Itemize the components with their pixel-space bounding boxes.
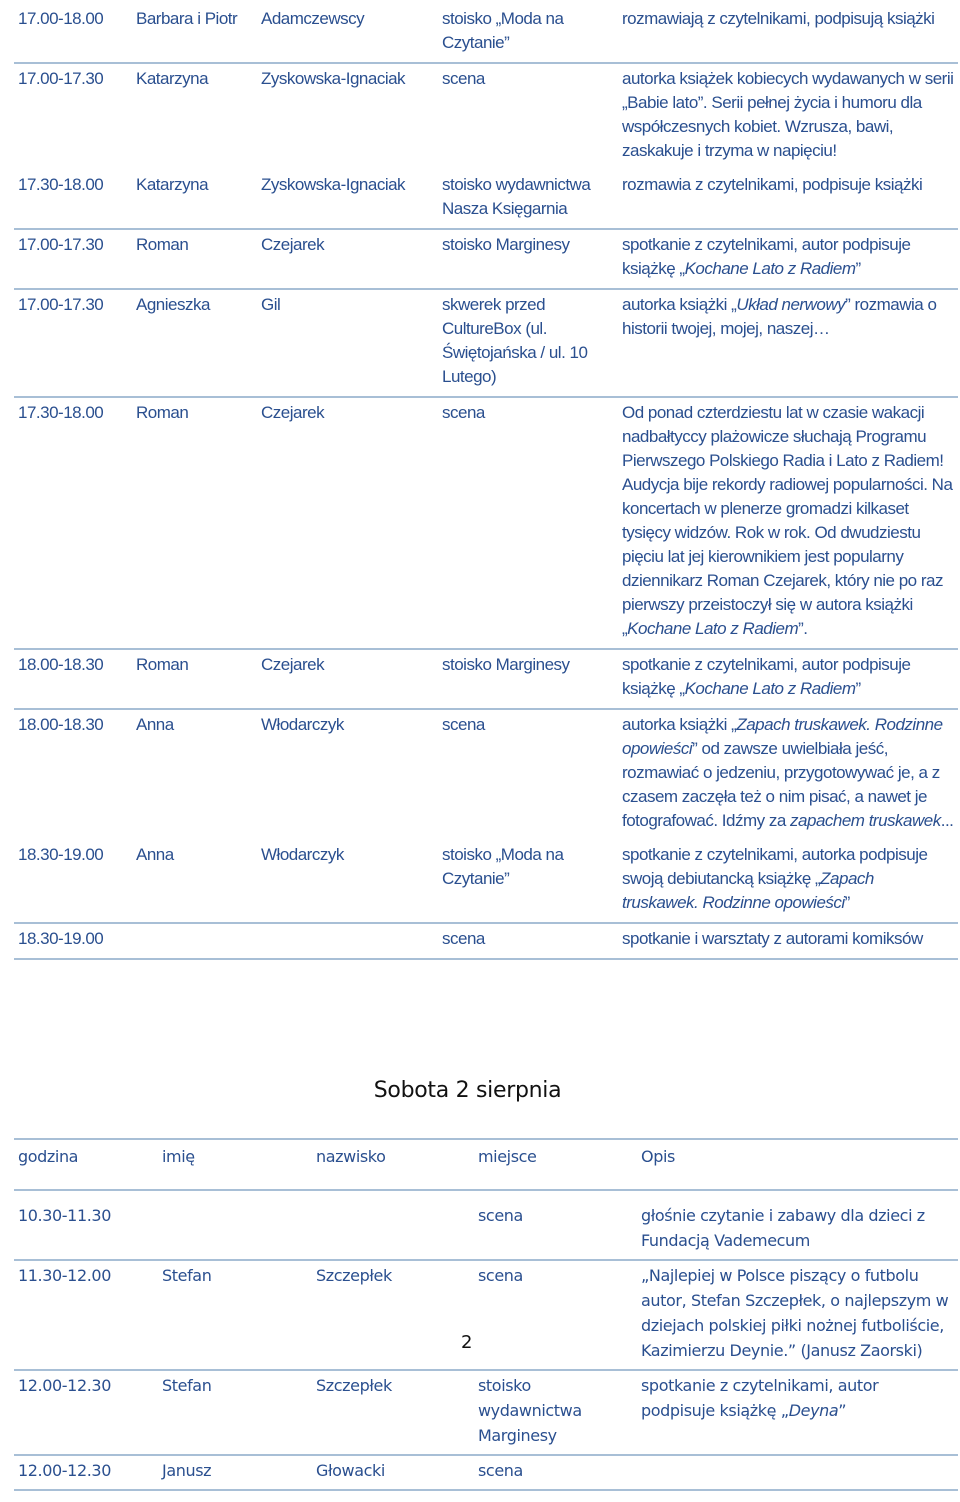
table-row xyxy=(14,289,958,397)
description-cell xyxy=(637,1455,958,1490)
place-cell: stoisko Marginesy xyxy=(442,655,570,674)
first-name-cell: Roman xyxy=(136,403,189,422)
table-row xyxy=(14,4,958,63)
page-number: 2 xyxy=(461,1332,473,1353)
description-text: spotkanie z czytelnikami, autor podpisuje książkę „ xyxy=(622,655,911,698)
column-header-description: Opis xyxy=(641,1147,675,1166)
place-cell: stoisko „Moda na Czytanie” xyxy=(442,9,564,52)
first-name-cell: Anna xyxy=(136,715,174,734)
description-cell xyxy=(618,649,958,709)
place-cell: scena xyxy=(478,1266,523,1285)
first-name-cell: Stefan xyxy=(162,1376,212,1395)
book-title: Deyna xyxy=(788,1401,839,1420)
description-cell: spotkanie i warsztaty z autorami komiksów xyxy=(622,929,923,948)
last-name-cell: Gil xyxy=(261,295,281,314)
table-row xyxy=(14,229,958,289)
book-title: Zapach truskawek. Rodzinne opowieści xyxy=(622,715,943,758)
description-cell: głośnie czytanie i zabawy dla dzieci z Fundacją Vademecum xyxy=(641,1206,925,1250)
table-row xyxy=(14,63,958,170)
description-text: Od ponad czterdziestu lat w czasie wakacji nadbałtyccy plażowicze słuchają Programu Pierwszego Polskiego Radia i Lato z Radiem! Audycja bije rekordy radiowej popularności. Na koncertach w plenerze gromadzi kilkaset tysięcy widzów. Rok w rok. Od dwudziestu pięciu lat jej kierownikiem jest popularny dziennikarz Roman Czejarek, który nie po raz pierwszy przeistoczył się w autora książki „ xyxy=(622,403,953,638)
place-cell: stoisko Marginesy xyxy=(442,235,570,254)
book-title: zapachem truskawek xyxy=(790,811,941,830)
description-text: ” rozmawia o historii twojej, mojej, naszej… xyxy=(622,295,937,338)
column-header-last-name: nazwisko xyxy=(316,1147,386,1166)
first-name-cell: Barbara i Piotr xyxy=(136,9,238,28)
first-name-cell xyxy=(132,923,257,959)
time-cell: 17.00-17.30 xyxy=(18,69,104,88)
description-text: ” xyxy=(855,679,861,698)
book-title: Układ nerwowy xyxy=(736,295,846,314)
table-row xyxy=(14,1455,958,1490)
description-cell xyxy=(618,709,958,840)
first-name-cell: Anna xyxy=(136,845,174,864)
book-title: Kochane Lato z Radiem xyxy=(627,619,799,638)
first-name-cell: Katarzyna xyxy=(136,69,209,88)
friday-schedule-table xyxy=(14,4,958,960)
place-cell: scena xyxy=(478,1461,523,1480)
time-cell: 10.30-11.30 xyxy=(18,1206,111,1225)
time-cell: 17.30-18.00 xyxy=(18,403,104,422)
first-name-cell: Roman xyxy=(136,655,189,674)
table-header-row xyxy=(14,1139,958,1190)
last-name-cell: Włodarczyk xyxy=(261,715,344,734)
last-name-cell xyxy=(312,1190,474,1260)
place-cell: stoisko wydawnictwa Nasza Księgarnia xyxy=(442,175,591,218)
last-name-cell: Szczepłek xyxy=(316,1376,392,1395)
book-title: Kochane Lato z Radiem xyxy=(684,259,856,278)
place-cell: scena xyxy=(442,403,485,422)
description-text: spotkanie z czytelnikami, autorka podpisuje swoją debiutancką książkę „ xyxy=(622,845,928,888)
last-name-cell: Szczepłek xyxy=(316,1266,392,1285)
time-cell: 17.00-17.30 xyxy=(18,295,104,314)
last-name-cell: Czejarek xyxy=(261,655,325,674)
last-name-cell: Głowacki xyxy=(316,1461,385,1480)
day-heading: Sobota 2 sierpnia xyxy=(373,1078,562,1103)
description-text: ” xyxy=(855,259,861,278)
last-name-cell: Zyskowska-Ignaciak xyxy=(261,175,406,194)
table-row xyxy=(14,1190,958,1260)
book-title: Zapach truskawek. Rodzinne opowieści xyxy=(622,869,874,912)
first-name-cell xyxy=(158,1190,312,1260)
first-name-cell: Agnieszka xyxy=(136,295,210,314)
saturday-schedule-table xyxy=(14,1138,958,1491)
time-cell: 18.30-19.00 xyxy=(18,845,104,864)
description-cell xyxy=(618,397,958,649)
description-cell: rozmawiają z czytelnikami, podpisują książki xyxy=(622,9,935,28)
time-cell: 11.30-12.00 xyxy=(18,1266,111,1285)
description-text: autorka książki „ xyxy=(622,715,737,734)
table-row xyxy=(14,1260,958,1370)
description-text: ... xyxy=(940,811,954,830)
description-text: ” xyxy=(838,1401,847,1420)
time-cell: 17.30-18.00 xyxy=(18,175,104,194)
last-name-cell: Czejarek xyxy=(261,403,325,422)
table-row xyxy=(14,1370,958,1455)
time-cell: 18.00-18.30 xyxy=(18,655,104,674)
time-cell: 12.00-12.30 xyxy=(18,1376,111,1395)
table-row xyxy=(14,649,958,709)
first-name-cell: Stefan xyxy=(162,1266,212,1285)
time-cell: 18.00-18.30 xyxy=(18,715,104,734)
place-cell: scena xyxy=(442,715,485,734)
description-cell xyxy=(618,840,958,923)
description-text: spotkanie z czytelnikami, autor podpisuje książkę „ xyxy=(622,235,911,278)
place-cell: stoisko wydawnictwa Marginesy xyxy=(478,1376,582,1445)
first-name-cell: Janusz xyxy=(162,1461,212,1480)
last-name-cell: Adamczewscy xyxy=(261,9,365,28)
last-name-cell: Włodarczyk xyxy=(261,845,344,864)
description-cell xyxy=(618,289,958,397)
place-cell: scena xyxy=(442,929,485,948)
last-name-cell xyxy=(257,923,438,959)
description-text: ”. xyxy=(798,619,808,638)
first-name-cell: Katarzyna xyxy=(136,175,209,194)
column-header-time: godzina xyxy=(18,1147,79,1166)
column-header-first-name: imię xyxy=(162,1147,195,1166)
description-cell: „Najlepiej w Polsce piszący o futbolu autor, Stefan Szczepłek, o najlepszym w dziejach polskiej piłki nożnej futboliście, Kazimierzu Deynie.” (Janusz Zaorski) xyxy=(641,1266,949,1360)
time-cell: 17.00-17.30 xyxy=(18,235,104,254)
table-row xyxy=(14,840,958,923)
place-cell: scena xyxy=(478,1206,523,1225)
description-text: autorka książki „ xyxy=(622,295,737,314)
time-cell: 18.30-19.00 xyxy=(18,929,104,948)
table-row xyxy=(14,709,958,840)
description-cell: rozmawia z czytelnikami, podpisuje książki xyxy=(622,175,923,194)
description-text: ” xyxy=(844,893,850,912)
description-text: ” od zawsze uwielbiała jeść, rozmawiać o jedzeniu, przygotowywać je, a z czasem zaczęła też o nim pisać, a nawet je fotografować. Idźmy za xyxy=(622,739,940,830)
description-text: spotkanie z czytelnikami, autor podpisuje książkę „ xyxy=(641,1376,879,1420)
table-row xyxy=(14,397,958,649)
place-cell: scena xyxy=(442,69,485,88)
first-name-cell: Roman xyxy=(136,235,189,254)
place-cell: skwerek przed CultureBox (ul. Świętojańska / ul. 10 Lutego) xyxy=(442,295,588,386)
place-cell: stoisko „Moda na Czytanie” xyxy=(442,845,564,888)
time-cell: 17.00-18.00 xyxy=(18,9,104,28)
last-name-cell: Czejarek xyxy=(261,235,325,254)
description-cell xyxy=(637,1370,958,1455)
table-row xyxy=(14,923,958,959)
description-cell: autorka książek kobiecych wydawanych w serii „Babie lato”. Serii pełnej życia i humoru dla współczesnych kobiet. Wzrusza, bawi, zaskakuje i trzyma w napięciu! xyxy=(622,69,954,160)
book-title: Kochane Lato z Radiem xyxy=(684,679,856,698)
last-name-cell: Zyskowska-Ignaciak xyxy=(261,69,406,88)
time-cell: 12.00-12.30 xyxy=(18,1461,111,1480)
table-row xyxy=(14,170,958,229)
column-header-place: miejsce xyxy=(478,1147,537,1166)
description-cell xyxy=(618,229,958,289)
